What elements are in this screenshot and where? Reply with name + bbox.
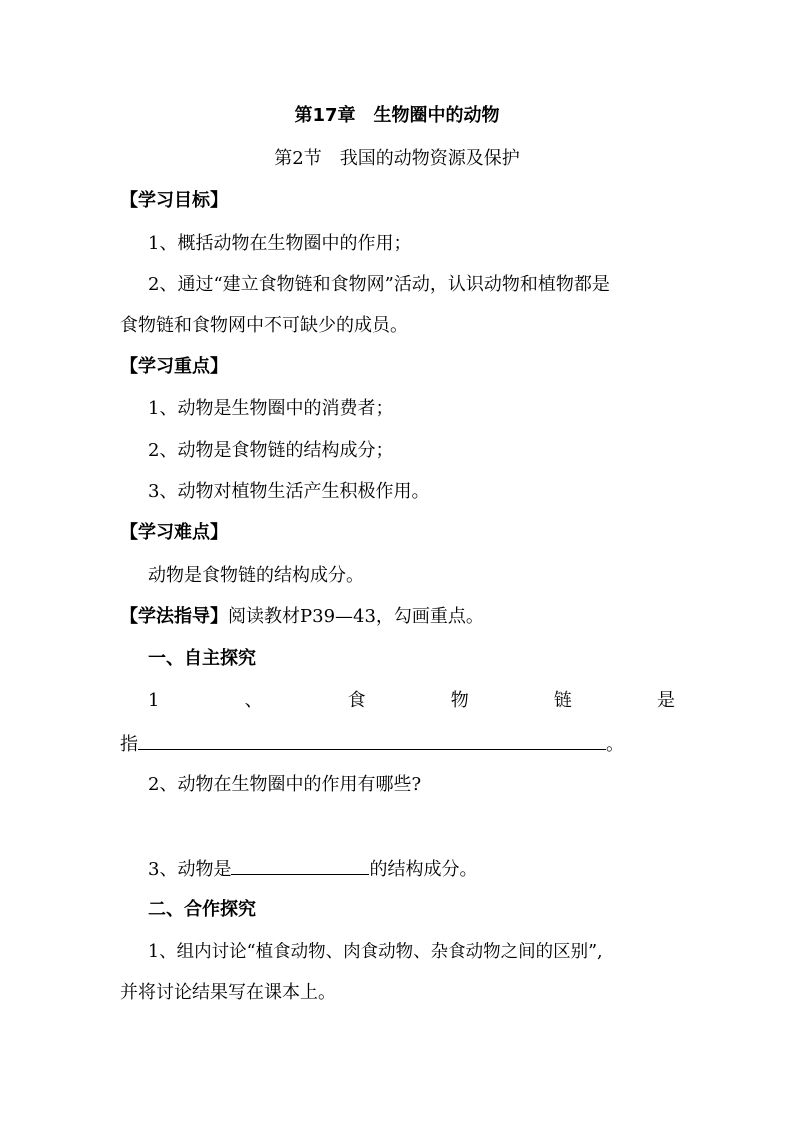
goal-item-2-line-1: 2、通过“建立食物链和食物网”活动，认识动物和植物都是 bbox=[148, 274, 610, 295]
q1-char: 物 bbox=[450, 690, 469, 711]
goals-heading: 【学习目标】 bbox=[120, 190, 228, 211]
answer-blank-structure[interactable] bbox=[231, 856, 369, 875]
self-study-heading: 一、自主探究 bbox=[148, 648, 256, 669]
goal-item-2-line-2: 食物链和食物网中不可缺少的成员。 bbox=[120, 315, 408, 336]
q1-char: 食 bbox=[347, 690, 366, 711]
key-points-heading: 【学习重点】 bbox=[120, 356, 228, 377]
q1-char: 是 bbox=[657, 690, 675, 711]
question-2: 2、动物在生物圈中的作用有哪些? bbox=[148, 774, 422, 795]
key-point-2: 2、动物是食物链的结构成分； bbox=[148, 440, 394, 461]
goal-item-1: 1、概括动物在生物圈中的作用； bbox=[148, 233, 412, 254]
cooperation-heading: 二、合作探究 bbox=[148, 899, 256, 920]
q1-char: 链 bbox=[553, 690, 572, 711]
q1-prefix: 指 bbox=[120, 734, 138, 755]
cooperation-item-1-line-2: 并将讨论结果写在课本上。 bbox=[120, 982, 336, 1003]
difficulty-text: 动物是食物链的结构成分。 bbox=[148, 565, 364, 586]
cooperation-item-1-line-1: 1、组内讨论“植食动物、肉食动物、杂食动物之间的区别”, bbox=[148, 942, 603, 962]
q1-char: 、 bbox=[244, 690, 263, 711]
method-line bbox=[120, 605, 675, 629]
q3-prefix: 3、动物是 bbox=[148, 859, 232, 880]
difficulty-heading: 【学习难点】 bbox=[120, 522, 228, 543]
key-point-1: 1、动物是生物圈中的消费者； bbox=[148, 398, 394, 419]
method-text: 阅读教材P39—43，勾画重点。 bbox=[228, 606, 484, 627]
question-3 bbox=[148, 856, 675, 882]
method-heading: 【学法指导】 bbox=[120, 606, 228, 627]
q3-suffix: 的结构成分。 bbox=[369, 859, 478, 880]
q1-suffix: 。 bbox=[606, 734, 624, 755]
q1-char: 1 bbox=[148, 690, 160, 711]
section-title: 第2节 我国的动物资源及保护 bbox=[274, 148, 520, 169]
key-point-3: 3、动物对植物生活产生积极作用。 bbox=[148, 481, 430, 502]
question-1-line-2 bbox=[120, 731, 675, 757]
chapter-title: 第17章 生物圈中的动物 bbox=[294, 105, 500, 126]
answer-blank-food-chain[interactable] bbox=[138, 731, 606, 750]
question-1-line-1 bbox=[148, 689, 675, 713]
